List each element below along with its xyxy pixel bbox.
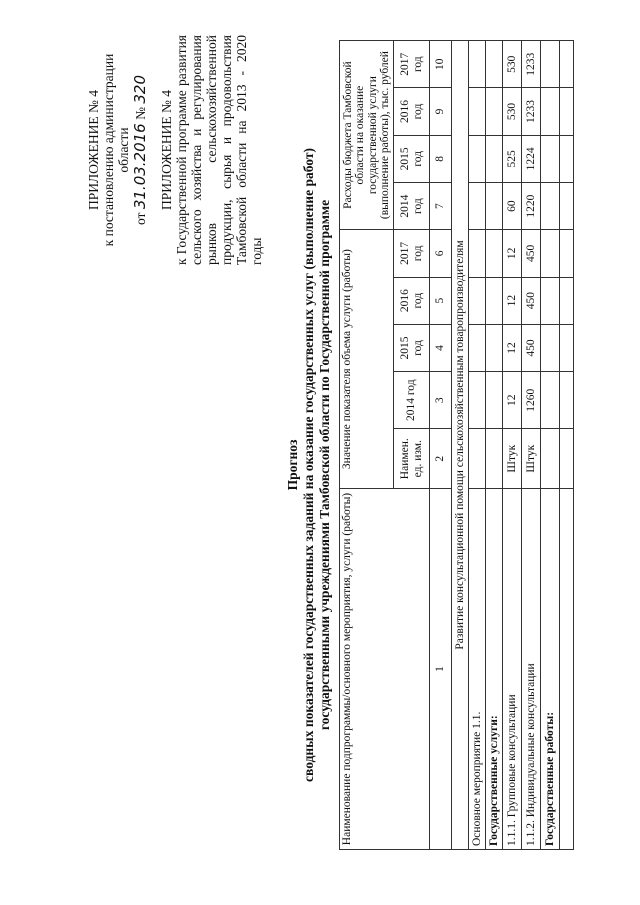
col-header-budget-year: 2014 год: [394, 182, 430, 229]
col-number: 7: [430, 182, 452, 229]
row-volume: 12: [503, 277, 522, 324]
handwritten-number: 320: [131, 74, 149, 104]
row-budget: 1224: [522, 135, 541, 182]
col-header-year: 2017 год: [394, 230, 430, 277]
heading-subtitle-2: государственными учреждениями Тамбовской области по Государственной программе: [317, 199, 332, 731]
col-number: 2: [430, 429, 452, 489]
col-number: 3: [430, 372, 452, 429]
row-budget: 1233: [522, 41, 541, 88]
col-number: 1: [430, 489, 452, 850]
col-header-budget-year: 2017 год: [394, 41, 430, 88]
row-unit: Штук: [503, 429, 522, 489]
row-volume: 450: [522, 324, 541, 371]
main-event-label: Основное мероприятие 1.1.: [469, 489, 486, 850]
table-row: [522, 41, 541, 850]
program-appendix-title: ПРИЛОЖЕНИЕ № 4: [159, 89, 174, 211]
row-volume: 450: [522, 277, 541, 324]
table-row: [503, 41, 522, 850]
col-header-year: 2014 год: [394, 372, 430, 429]
gov-services-label: Государственные услуги:: [486, 489, 503, 850]
heading-subtitle-1: сводных показателей государственных заданий на оказание государственных услуг (выполнение работ): [301, 148, 316, 782]
row-budget: 525: [503, 135, 522, 182]
col-number: 10: [430, 41, 452, 88]
row-budget: 1220: [522, 182, 541, 229]
appendix-title: ПРИЛОЖЕНИЕ № 4: [86, 89, 101, 211]
row-unit: Штук: [522, 429, 541, 489]
col-number: 6: [430, 230, 452, 277]
col-header-budget-year: 2016 год: [394, 88, 430, 135]
row-budget: 1233: [522, 88, 541, 135]
col-number: 4: [430, 324, 452, 371]
col-header-year: 2015 год: [394, 324, 430, 371]
row-name: 1.1.2. Индивидуальные консультации: [522, 489, 541, 850]
heading-title: Прогноз: [285, 439, 300, 491]
col-header-year: 2016 год: [394, 277, 430, 324]
row-budget: 530: [503, 41, 522, 88]
gov-works-label: Государственные работы:: [541, 489, 560, 850]
appendix-block: [86, 35, 264, 265]
row-volume: 12: [503, 230, 522, 277]
col-header-name: Наименование подпрограммы/основного мероприятия, услуги (работы): [340, 489, 430, 850]
col-number: 8: [430, 135, 452, 182]
appendix-decree-line: к постановлению администрации области: [101, 53, 131, 247]
row-volume: 1260: [522, 372, 541, 429]
forecast-table: [339, 40, 574, 850]
col-number: 5: [430, 277, 452, 324]
section-title: Развитие консультационной помощи сельскохозяйственным товаропроизводителям: [452, 41, 469, 850]
col-header-volume: Значение показателя объема услуги (работы): [340, 230, 394, 489]
row-budget: 60: [503, 182, 522, 229]
row-volume: 12: [503, 324, 522, 371]
row-volume: 450: [522, 230, 541, 277]
row-budget: 530: [503, 88, 522, 135]
col-header-budget-year: 2015 год: [394, 135, 430, 182]
col-header-unit: Наимен. ед. изм.: [394, 429, 430, 489]
col-number: 9: [430, 88, 452, 135]
col-header-budget: Расходы бюджета Тамбовской области на оказание государственной услуги (выполнение работы), тыс. рублей: [340, 41, 394, 230]
row-volume: 12: [503, 372, 522, 429]
program-appendix-text: к Государственной программе развития сельского хозяйства и регулирования рынков сельскохозяйственной продукции, сырья и продовольствия Тамбовской области на 2013 - 2020 годы: [174, 35, 264, 265]
appendix-date-line: от 31.03.2016 № 320: [131, 74, 149, 226]
handwritten-date: 31.03.2016: [131, 123, 149, 210]
row-name: 1.1.1. Групповые консультации: [503, 489, 522, 850]
column-number-row: [430, 41, 452, 850]
